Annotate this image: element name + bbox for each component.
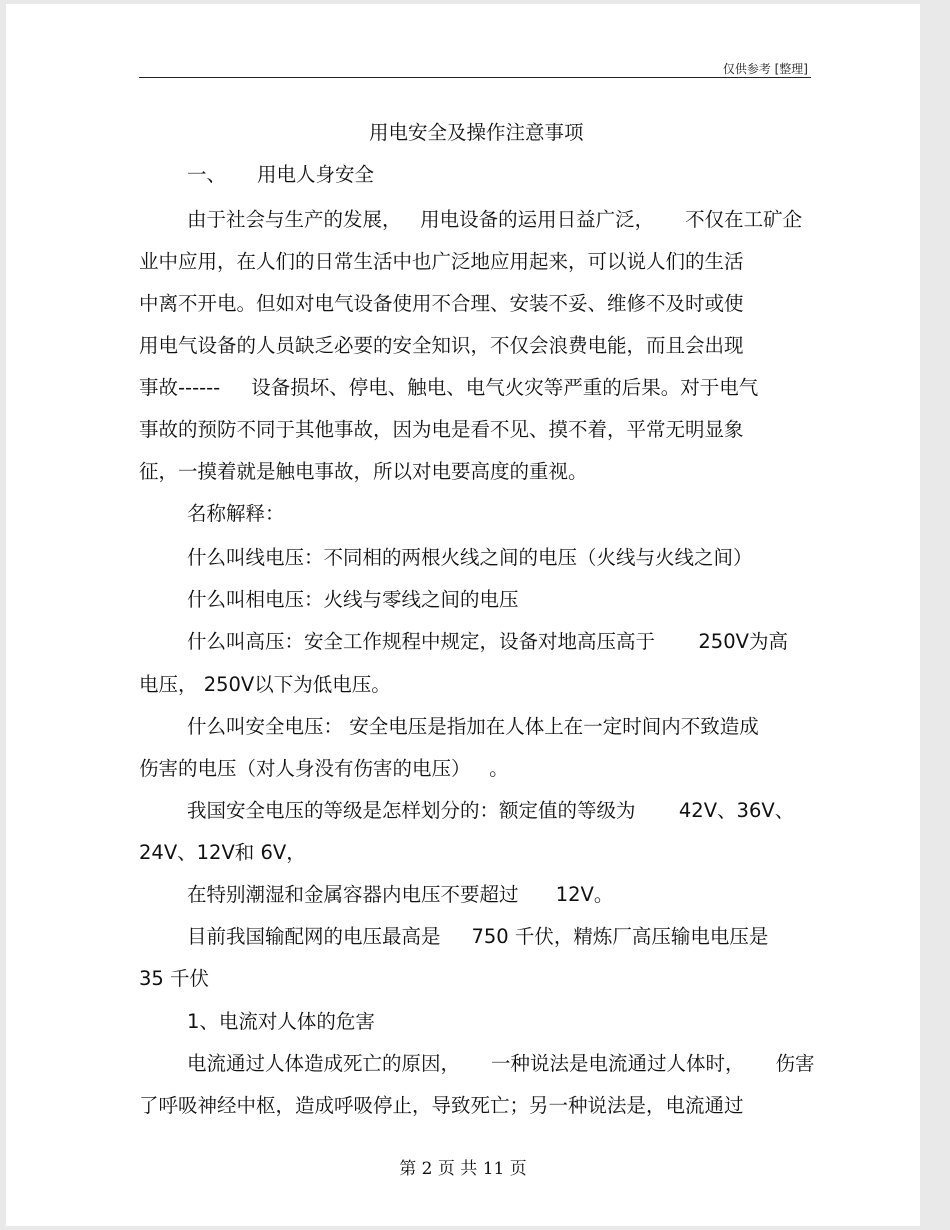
body-line: 征，一摸着就是触电事故，所以对电要高度的重视。 <box>139 460 588 483</box>
body-line: 名称解释： <box>187 502 285 525</box>
body-line: 伤害的电压（对人身没有伤害的电压） 。 <box>139 757 509 780</box>
page-number: 第 2 页 共 11 页 <box>399 1159 527 1179</box>
body-line: 24V、12V和 6V， <box>139 841 306 864</box>
body-line: 什么叫安全电压： 安全电压是指加在人体上在一定时间内不致造成 <box>187 715 759 738</box>
body-line: 用电气设备的人员缺乏必要的安全知识，不仅会浪费电能，而且会出现 <box>139 334 744 357</box>
body-line: 中离不开电。但如对电气设备使用不合理、安装不妥、维修不及时或使 <box>139 292 744 315</box>
body-line: 事故------ 设备损坏、停电、触电、电气火灾等严重的后果。对于电气 <box>139 376 759 399</box>
body-line: 目前我国输配网的电压最高是 750 千伏，精炼厂高压输电电压是 <box>187 925 769 948</box>
body-line: 什么叫相电压：火线与零线之间的电压 <box>187 588 519 611</box>
body-line: 35 千伏 <box>139 967 210 990</box>
body-line: 由于社会与生产的发展， 用电设备的运用日益广泛， 不仅在工矿企 <box>187 208 803 231</box>
header-label: 仅供参考 [整理] <box>722 62 808 76</box>
header-divider <box>139 77 811 78</box>
body-line: 在特别潮湿和金属容器内电压不要超过 12V。 <box>187 883 614 906</box>
body-line: 什么叫线电压：不同相的两根火线之间的电压（火线与火线之间） <box>187 546 753 569</box>
body-line: 电压， 250V以下为低电压。 <box>139 673 391 696</box>
body-line: 我国安全电压的等级是怎样划分的：额定值的等级为 42V、36V、 <box>187 799 795 822</box>
section-heading: 一、 用电人身安全 <box>187 163 374 186</box>
body-line: 什么叫高压：安全工作规程中规定，设备对地高压高于 250V为高 <box>187 630 788 653</box>
body-line: 了呼吸神经中枢，造成呼吸停止，导致死亡；另一种说法是，电流通过 <box>139 1094 744 1117</box>
body-line: 业中应用，在人们的日常生活中也广泛地应用起来，可以说人们的生活 <box>139 250 744 273</box>
document-title: 用电安全及操作注意事项 <box>369 121 584 144</box>
section-heading: 1、电流对人体的危害 <box>187 1010 375 1033</box>
document-page <box>6 4 920 1226</box>
body-line: 事故的预防不同于其他事故，因为电是看不见、摸不着，平常无明显象 <box>139 418 744 441</box>
body-line: 电流通过人体造成死亡的原因， 一种说法是电流通过人体时， 伤害 <box>187 1052 815 1075</box>
